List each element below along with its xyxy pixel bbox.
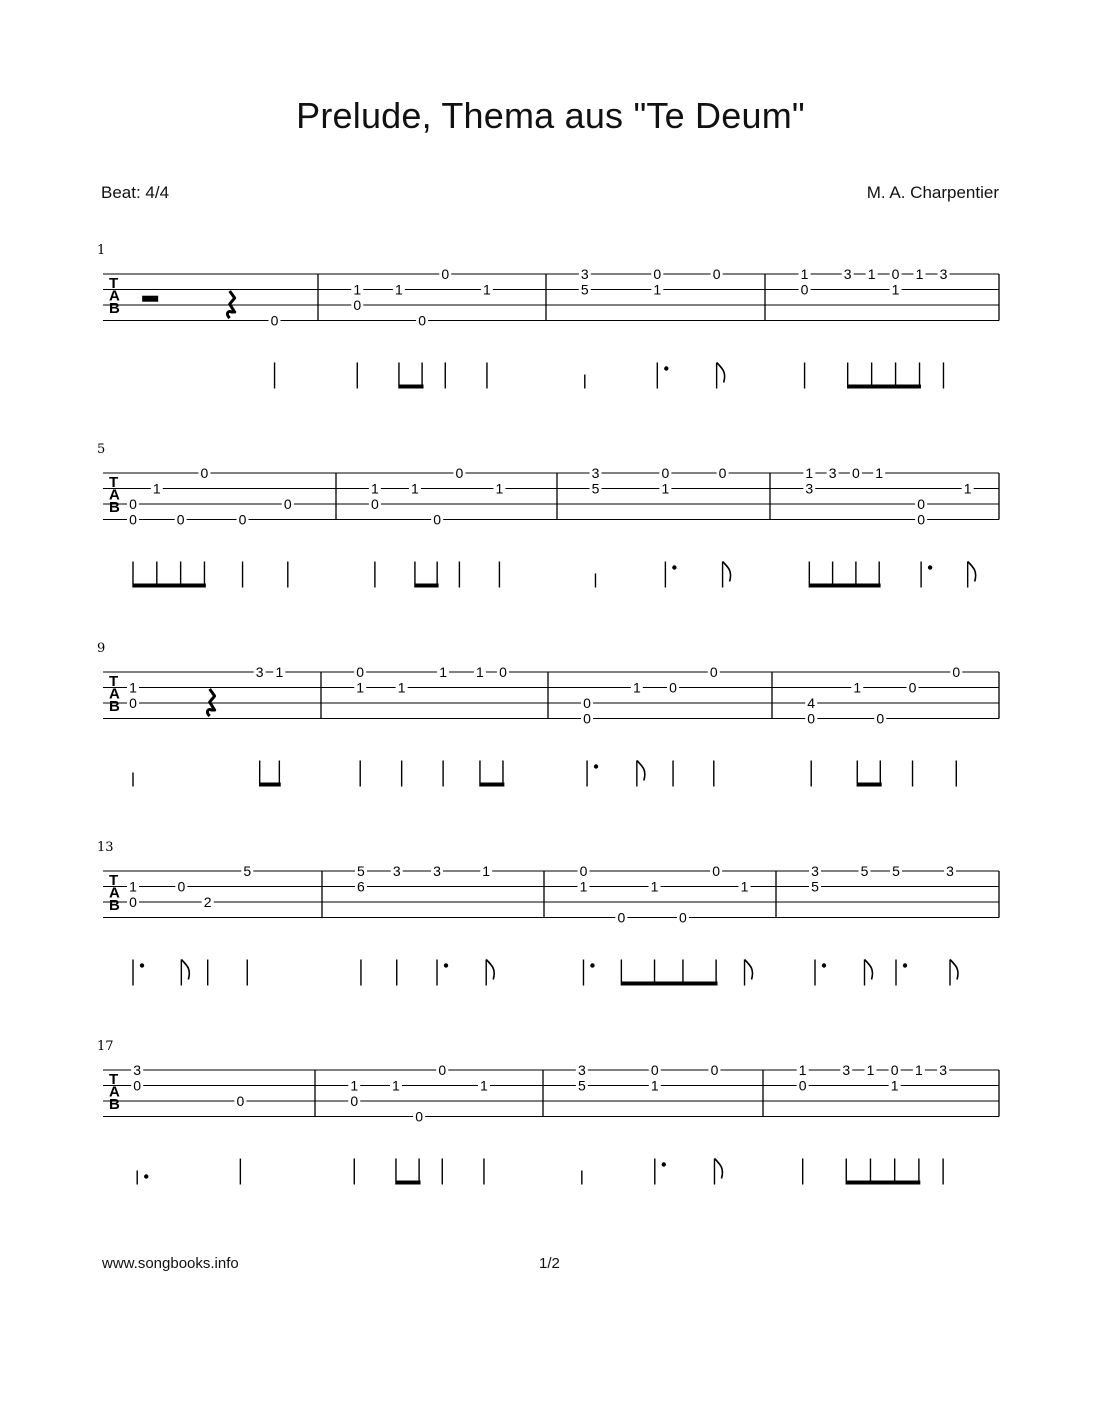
fret-number: 1 bbox=[483, 281, 491, 298]
fret-number: 0 bbox=[350, 1093, 359, 1109]
fret-number: 3 bbox=[392, 863, 401, 879]
tab-clef-letter: B bbox=[109, 897, 120, 914]
fret-number: 3 bbox=[577, 1062, 586, 1078]
beam bbox=[848, 385, 921, 389]
fret-number: 0 bbox=[798, 1077, 807, 1094]
fret-number: 0 bbox=[709, 664, 718, 680]
fret-number: 1 bbox=[353, 281, 362, 298]
fret-number: 1 bbox=[890, 1077, 899, 1094]
fret-number: 5 bbox=[243, 863, 252, 879]
beam bbox=[260, 783, 281, 787]
measure-number: 5 bbox=[97, 442, 106, 457]
fret-number: 1 bbox=[740, 878, 749, 895]
half-rest bbox=[142, 296, 158, 302]
fret-number: 0 bbox=[583, 695, 591, 711]
fret-number: 0 bbox=[270, 312, 279, 329]
fret-number: 0 bbox=[712, 266, 721, 282]
fret-number: 5 bbox=[577, 1077, 586, 1094]
fret-number: 0 bbox=[679, 909, 687, 926]
fret-number: 1 bbox=[476, 664, 484, 680]
fret-number: 3 bbox=[946, 863, 954, 879]
fret-number: 0 bbox=[917, 496, 926, 512]
fret-number: 0 bbox=[441, 266, 450, 282]
fret-number: 1 bbox=[875, 465, 884, 481]
fret-number: 0 bbox=[650, 1062, 659, 1078]
fret-number: 0 bbox=[415, 1108, 424, 1125]
fret-number: 0 bbox=[952, 664, 961, 680]
fret-number: 1 bbox=[653, 281, 662, 298]
fret-number: 1 bbox=[482, 863, 491, 879]
fret-number: 1 bbox=[650, 1077, 659, 1094]
eighth-flag bbox=[865, 960, 873, 980]
eighth-flag bbox=[745, 960, 753, 980]
fret-number: 1 bbox=[129, 679, 137, 696]
fret-number: 0 bbox=[891, 266, 900, 282]
fret-number: 1 bbox=[866, 1062, 875, 1078]
fret-number: 0 bbox=[356, 664, 365, 680]
fret-number: 5 bbox=[892, 863, 900, 879]
fret-number: 1 bbox=[963, 480, 972, 497]
fret-number: 0 bbox=[669, 679, 677, 696]
fret-number: 0 bbox=[807, 710, 816, 727]
fret-number: 0 bbox=[438, 1062, 447, 1078]
fret-number: 0 bbox=[455, 465, 464, 481]
fret-number: 1 bbox=[495, 480, 504, 497]
fret-number: 1 bbox=[579, 878, 588, 895]
eighth-flag bbox=[717, 363, 725, 383]
dot bbox=[664, 366, 668, 370]
tab-clef-letter: T bbox=[109, 1071, 119, 1088]
tab-clef-letter: A bbox=[109, 685, 120, 703]
fret-number: 1 bbox=[370, 480, 379, 497]
fret-number: 3 bbox=[591, 465, 600, 481]
measure-number: 17 bbox=[97, 1039, 114, 1054]
tab-clef-letter: B bbox=[109, 499, 120, 516]
beam bbox=[133, 584, 206, 588]
tab-clef-letter: T bbox=[109, 872, 119, 889]
fret-number: 5 bbox=[811, 878, 819, 895]
eighth-flag bbox=[950, 960, 958, 980]
eighth-flag bbox=[968, 562, 976, 582]
tab-clef-letter: B bbox=[109, 698, 120, 715]
fret-number: 0 bbox=[353, 297, 362, 313]
fret-number: 3 bbox=[580, 266, 589, 282]
fret-number: 0 bbox=[418, 312, 427, 329]
fret-number: 0 bbox=[177, 878, 186, 895]
dot bbox=[903, 963, 907, 967]
fret-number: 1 bbox=[395, 281, 403, 298]
fret-number: 0 bbox=[908, 679, 917, 696]
eighth-flag bbox=[486, 960, 494, 980]
fret-number: 0 bbox=[583, 710, 591, 727]
fret-number: 1 bbox=[891, 281, 900, 298]
composer-label: M. A. Charpentier bbox=[866, 183, 999, 202]
dot bbox=[140, 963, 144, 967]
fret-number: 5 bbox=[860, 863, 869, 879]
measure-number: 1 bbox=[97, 243, 106, 258]
fret-number: 0 bbox=[653, 266, 662, 282]
fret-number: 3 bbox=[811, 863, 819, 879]
page-title: Prelude, Thema aus "Te Deum" bbox=[296, 95, 805, 136]
fret-number: 0 bbox=[890, 1062, 899, 1078]
tab-clef-letter: A bbox=[109, 287, 120, 305]
fret-number: 0 bbox=[129, 511, 137, 528]
eighth-flag bbox=[723, 562, 731, 582]
fret-number: 0 bbox=[718, 465, 727, 481]
time-signature-label: Beat: 4/4 bbox=[101, 183, 170, 202]
fret-number: 3 bbox=[433, 863, 441, 879]
fret-number: 0 bbox=[579, 863, 588, 879]
tab-clef-letter: T bbox=[109, 673, 119, 690]
fret-number: 0 bbox=[236, 1093, 245, 1109]
dot bbox=[672, 565, 676, 569]
dot bbox=[444, 963, 448, 967]
fret-number: 3 bbox=[939, 266, 948, 282]
fret-number: 1 bbox=[915, 266, 924, 282]
fret-number: 1 bbox=[661, 480, 670, 497]
fret-number: 0 bbox=[433, 511, 442, 528]
fret-number: 1 bbox=[356, 679, 365, 696]
fret-number: 1 bbox=[800, 266, 809, 282]
dot bbox=[144, 1174, 148, 1178]
fret-number: 1 bbox=[397, 679, 406, 696]
fret-number: 0 bbox=[238, 511, 247, 528]
fret-number: 3 bbox=[842, 1062, 851, 1078]
dot bbox=[662, 1162, 666, 1166]
beam bbox=[809, 584, 880, 588]
beam bbox=[621, 982, 717, 986]
measure-number: 13 bbox=[97, 840, 114, 855]
fret-number: 1 bbox=[805, 465, 814, 481]
beam bbox=[857, 783, 881, 787]
fret-number: 3 bbox=[255, 664, 264, 680]
page-number: 1/2 bbox=[539, 1255, 560, 1272]
fret-number: 0 bbox=[712, 863, 721, 879]
fret-number: 4 bbox=[807, 695, 816, 711]
fret-number: 0 bbox=[876, 710, 885, 727]
fret-number: 0 bbox=[200, 465, 209, 481]
fret-number: 3 bbox=[805, 480, 814, 497]
fret-number: 0 bbox=[283, 496, 292, 512]
fret-number: 1 bbox=[867, 266, 876, 282]
fret-number: 1 bbox=[439, 664, 448, 680]
eighth-flag bbox=[637, 761, 645, 781]
tab-clef-letter: A bbox=[109, 486, 120, 504]
eighth-flag bbox=[714, 1159, 722, 1179]
beam bbox=[396, 1181, 421, 1185]
tab-clef-letter: A bbox=[109, 1083, 120, 1101]
fret-number: 0 bbox=[710, 1062, 719, 1078]
fret-number: 0 bbox=[370, 496, 379, 512]
beam bbox=[846, 1181, 920, 1185]
tab-clef-letter: T bbox=[109, 474, 119, 491]
eighth-flag bbox=[181, 960, 189, 980]
fret-number: 1 bbox=[914, 1062, 923, 1078]
beam bbox=[399, 385, 424, 389]
fret-number: 1 bbox=[480, 1077, 488, 1094]
dot bbox=[594, 764, 598, 768]
fret-number: 0 bbox=[617, 909, 626, 926]
fret-number: 1 bbox=[392, 1077, 400, 1094]
fret-number: 0 bbox=[129, 695, 137, 711]
fret-number: 1 bbox=[129, 878, 137, 895]
beam bbox=[415, 584, 439, 588]
dot bbox=[822, 963, 826, 967]
fret-number: 0 bbox=[851, 465, 860, 481]
fret-number: 0 bbox=[800, 281, 809, 298]
fret-number: 1 bbox=[853, 679, 862, 696]
fret-number: 3 bbox=[939, 1062, 948, 1078]
fret-number: 3 bbox=[133, 1062, 142, 1078]
fret-number: 6 bbox=[357, 878, 365, 895]
measure-number: 9 bbox=[97, 641, 106, 656]
footer-url: www.songbooks.info bbox=[102, 1255, 239, 1272]
fret-number: 1 bbox=[411, 480, 419, 497]
fret-number: 3 bbox=[828, 465, 837, 481]
fret-number: 0 bbox=[129, 894, 137, 910]
fret-number: 0 bbox=[917, 511, 926, 528]
tab-clef-letter: B bbox=[109, 300, 120, 317]
fret-number: 1 bbox=[650, 878, 659, 895]
beam bbox=[480, 783, 504, 787]
fret-number: 1 bbox=[152, 480, 161, 497]
fret-number: 1 bbox=[632, 679, 641, 696]
fret-number: 0 bbox=[661, 465, 670, 481]
fret-number: 0 bbox=[499, 664, 507, 680]
dot bbox=[590, 963, 594, 967]
fret-number: 1 bbox=[798, 1062, 807, 1078]
fret-number: 1 bbox=[275, 664, 284, 680]
fret-number: 0 bbox=[129, 496, 137, 512]
tab-clef-letter: A bbox=[109, 884, 120, 902]
fret-number: 0 bbox=[176, 511, 185, 528]
fret-number: 5 bbox=[580, 281, 589, 298]
fret-number: 1 bbox=[350, 1077, 359, 1094]
fret-number: 3 bbox=[843, 266, 852, 282]
fret-number: 2 bbox=[203, 894, 212, 910]
tab-clef-letter: B bbox=[109, 1096, 120, 1113]
tab-clef-letter: T bbox=[109, 275, 119, 292]
fret-number: 5 bbox=[591, 480, 600, 497]
fret-number: 5 bbox=[357, 863, 365, 879]
dot bbox=[928, 565, 932, 569]
fret-number: 0 bbox=[133, 1077, 142, 1094]
